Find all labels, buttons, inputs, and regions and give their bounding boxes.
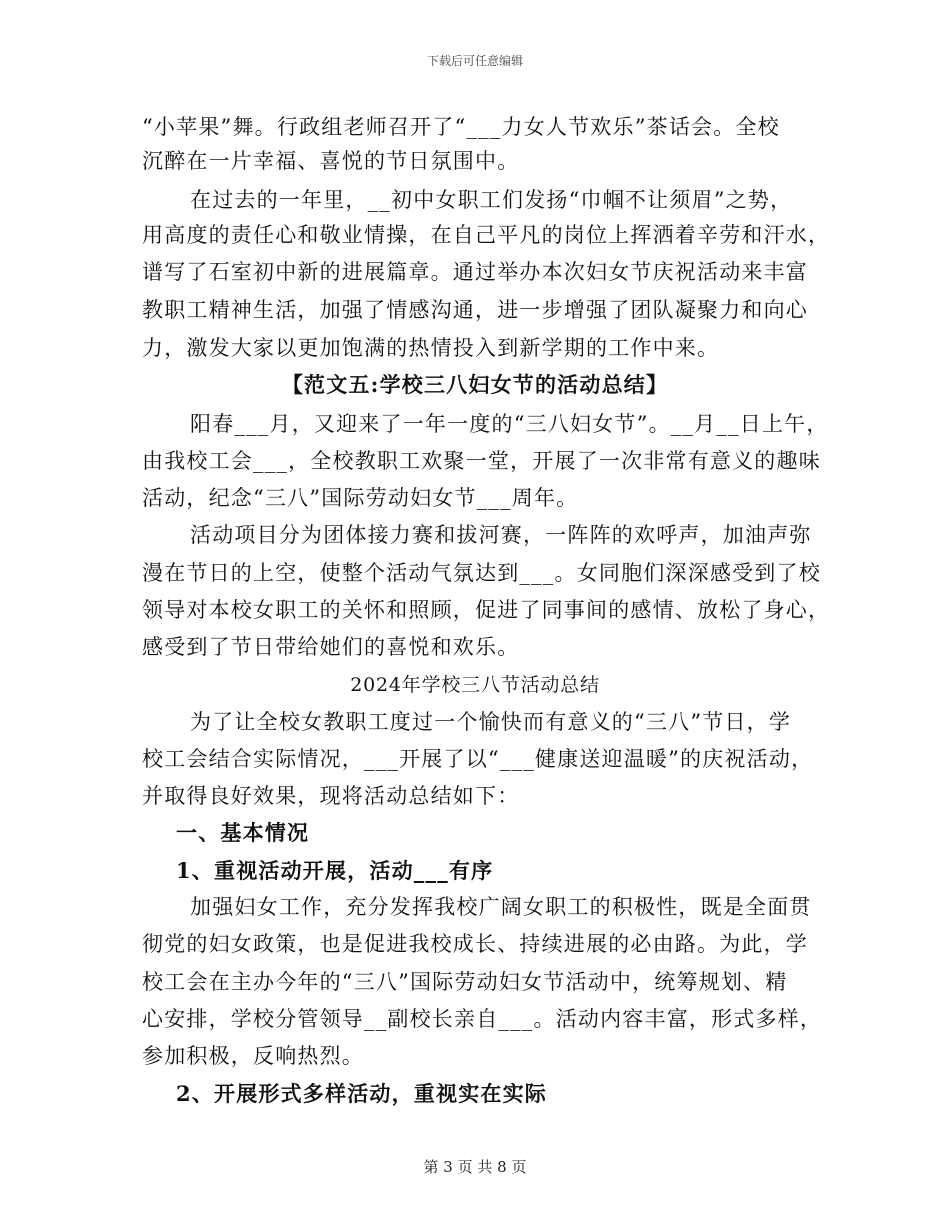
paragraph-line: 力，激发大家以更加饱满的热情投入到新学期的工作中来。	[142, 336, 720, 360]
subsection-heading: 2、开展形式多样活动，重视实在实际	[176, 1081, 548, 1106]
paragraph-line: 并取得良好效果，现将活动总结如下：	[142, 784, 520, 808]
document-title: 2024年学校三八节活动总结	[350, 674, 600, 696]
paragraph-line: 参加积极，反响热烈。	[142, 1044, 364, 1068]
page-header: 下载后可任意编辑	[426, 54, 523, 68]
subsection-heading: 1、重视活动开展，活动___有序	[176, 858, 494, 883]
paragraph-line: 在过去的一年里，__初中女职工们发扬“巾帼不让须眉”之势，	[190, 188, 793, 212]
paragraph-line: 校工会结合实际情况，___开展了以“___健康送迎温暖”的庆祝活动，	[142, 747, 814, 771]
paragraph-line: 活动项目分为团体接力赛和拔河赛，一阵阵的欢呼声，加油声弥	[190, 523, 812, 547]
paragraph-line: 心安排，学校分管领导__副校长亲自___。活动内容丰富，形式多样，	[142, 1007, 823, 1031]
page-footer: 第 3 页 共 8 页	[423, 1158, 527, 1176]
paragraph-line: 谱写了石室初中新的进展篇章。通过举办本次妇女节庆祝活动来丰富	[142, 260, 808, 284]
section-heading: 一、基本情况	[176, 820, 310, 845]
paragraph-line: 彻党的妇女政策，也是促进我校成长、持续进展的必由路。为此，学	[142, 932, 808, 956]
paragraph-line: 阳春___月，又迎来了一年一度的“三八妇女节”。__月__日上午，	[190, 412, 829, 436]
paragraph-line: 由我校工会___，全校教职工欢聚一堂，开展了一次非常有意义的趣味	[142, 449, 821, 473]
paragraph-line: 沉醉在一片幸福、喜悦的节日氛围中。	[142, 149, 520, 173]
paragraph-line: 加强妇女工作，充分发挥我校广阔女职工的积极性，既是全面贯	[190, 895, 812, 919]
paragraph-line: 教职工精神生活，加强了情感沟通，进一步增强了团队凝聚力和向心	[142, 298, 808, 322]
paragraph-line: 领导对本校女职工的关怀和照顾，促进了同事间的感情、放松了身心，	[142, 598, 831, 622]
paragraph-line: “小苹果”舞。行政组老师召开了“___力女人节欢乐”茶话会。全校	[142, 115, 780, 139]
paragraph-line: 感受到了节日带给她们的喜悦和欢乐。	[142, 635, 520, 659]
paragraph-line: 用高度的责任心和敬业情操，在自己平凡的岗位上挥洒着辛劳和汗水，	[142, 223, 831, 247]
paragraph-line: 活动，纪念“三八”国际劳动妇女节___周年。	[142, 486, 579, 510]
paragraph-line: 漫在节日的上空，使整个活动气氛达到___。女同胞们深深感受到了校	[142, 561, 821, 585]
paragraph-line: 校工会在主办今年的“三八”国际劳动妇女节活动中，统筹规划、精	[142, 970, 788, 994]
paragraph-line: 为了让全校女教职工度过一个愉快而有意义的“三八”节日，学	[190, 710, 792, 734]
section-heading: 【范文五:学校三八妇女节的活动总结】	[281, 372, 669, 397]
